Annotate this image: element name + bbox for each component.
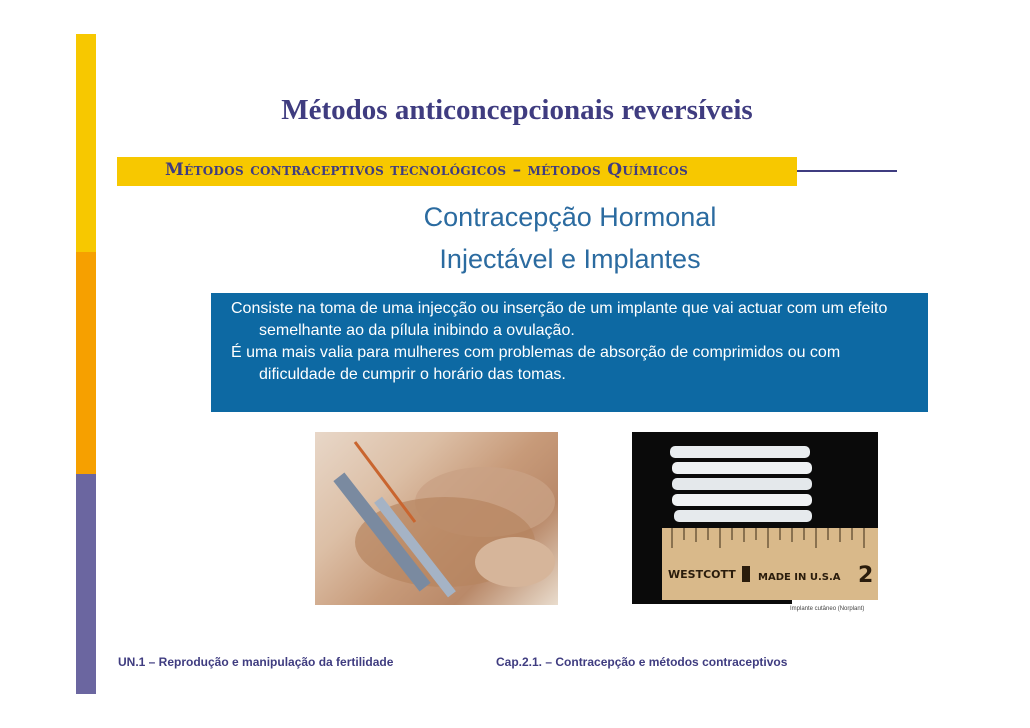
side-bar-orange — [76, 252, 96, 474]
info-paragraph-1: Consiste na toma de uma injecção ou inserção de um implante que vai actuar com um efeito semelhante ao da pílula inibindo a ovulação. — [231, 300, 888, 339]
footer-left: UN.1 – Reprodução e manipulação da fertilidade — [118, 655, 394, 669]
footer-right: Cap.2.1. – Contracepção e métodos contraceptivos — [496, 655, 788, 669]
image-caption: Implante cutâneo (Norplant) — [790, 606, 865, 612]
side-bar-purple — [76, 474, 96, 694]
slide-title-text: Métodos anticoncepcionais reversíveis — [281, 94, 753, 126]
info-box — [211, 293, 928, 412]
ruler-number: 2 — [858, 563, 874, 588]
implant-illustration — [632, 432, 878, 604]
ruler-brand: WESTCOTT — [668, 568, 736, 581]
info-paragraph-2: É uma mais valia para mulheres com problemas de absorção de comprimidos ou com dificuldade de cumprir o horário das tomas. — [231, 344, 841, 383]
slide-subtitle: Métodos contraceptivos tecnológicos – métodos Químicos — [165, 160, 689, 180]
heading-line-1: Contracepção Hormonal — [423, 202, 717, 232]
side-bar-yellow — [76, 34, 96, 252]
injection-illustration — [315, 432, 558, 605]
ruler-label: MADE IN U.S.A — [758, 572, 841, 583]
slide-title — [0, 94, 1030, 127]
injection-photo — [315, 432, 558, 605]
subtitle-divider — [797, 170, 897, 172]
implant-photo — [632, 432, 878, 604]
heading-line-2: Injectável e Implantes — [439, 244, 701, 274]
